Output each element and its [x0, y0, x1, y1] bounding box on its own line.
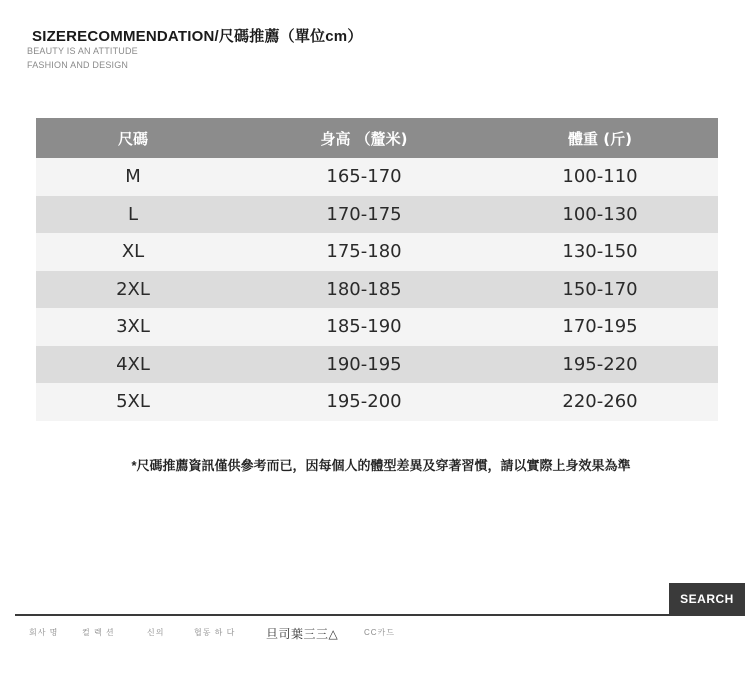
height-cell: 180-185: [326, 278, 402, 300]
footer-brand-mark: 旦司葉三三△: [266, 627, 339, 641]
footer-link-faith[interactable]: 신의: [147, 628, 165, 637]
table-header-row: [36, 118, 718, 158]
size-cell: M: [125, 166, 141, 188]
footer-divider: [15, 614, 745, 616]
weight-cell: 195-220: [562, 353, 638, 375]
size-cell: 4XL: [116, 353, 150, 375]
footer-link-cooperate[interactable]: 협동 하 다: [194, 628, 236, 637]
column-header-height: 身高 （釐米): [320, 129, 408, 148]
table-row: [36, 346, 718, 384]
footer-link-collection[interactable]: 컬 렉 션: [82, 628, 115, 637]
size-table: [36, 118, 718, 421]
search-button[interactable]: SEARCH: [669, 583, 745, 615]
footer-nav: [0, 627, 750, 641]
table-row: [36, 308, 718, 346]
disclaimer-note: *尺碼推薦資訊僅供參考而已，因每個人的體型差異及穿著習慣，請以實際上身效果為準: [131, 458, 631, 473]
size-cell: XL: [121, 241, 145, 263]
table-row: [36, 233, 718, 271]
height-cell: 195-200: [326, 391, 402, 413]
page-title: SIZERECOMMENDATION/尺碼推薦（單位cm）: [32, 28, 363, 45]
weight-cell: 100-130: [562, 203, 638, 225]
tagline-fashion: FASHION AND DESIGN: [27, 60, 129, 70]
weight-cell: 150-170: [562, 278, 638, 300]
column-header-weight: 體重 (斤): [568, 129, 632, 148]
size-cell: L: [127, 203, 139, 225]
height-cell: 185-190: [326, 316, 402, 338]
column-header-size: 尺碼: [117, 129, 148, 148]
height-cell: 175-180: [326, 241, 402, 263]
weight-cell: 220-260: [562, 391, 638, 413]
size-cell: 2XL: [116, 278, 150, 300]
tagline-beauty: BEAUTY IS AN ATTITUDE: [27, 46, 138, 56]
weight-cell: 130-150: [562, 241, 638, 263]
table-row: [36, 196, 718, 234]
size-cell: 5XL: [116, 391, 150, 413]
table-row: [36, 158, 718, 196]
footer-link-cc-card[interactable]: CC카드: [364, 628, 396, 637]
height-cell: 165-170: [326, 166, 402, 188]
weight-cell: 100-110: [562, 166, 638, 188]
table-row: [36, 383, 718, 421]
footer-link-company[interactable]: 회사 명: [29, 628, 59, 637]
height-cell: 170-175: [326, 203, 402, 225]
size-cell: 3XL: [116, 316, 150, 338]
table-row: [36, 271, 718, 309]
height-cell: 190-195: [326, 353, 402, 375]
weight-cell: 170-195: [562, 316, 638, 338]
